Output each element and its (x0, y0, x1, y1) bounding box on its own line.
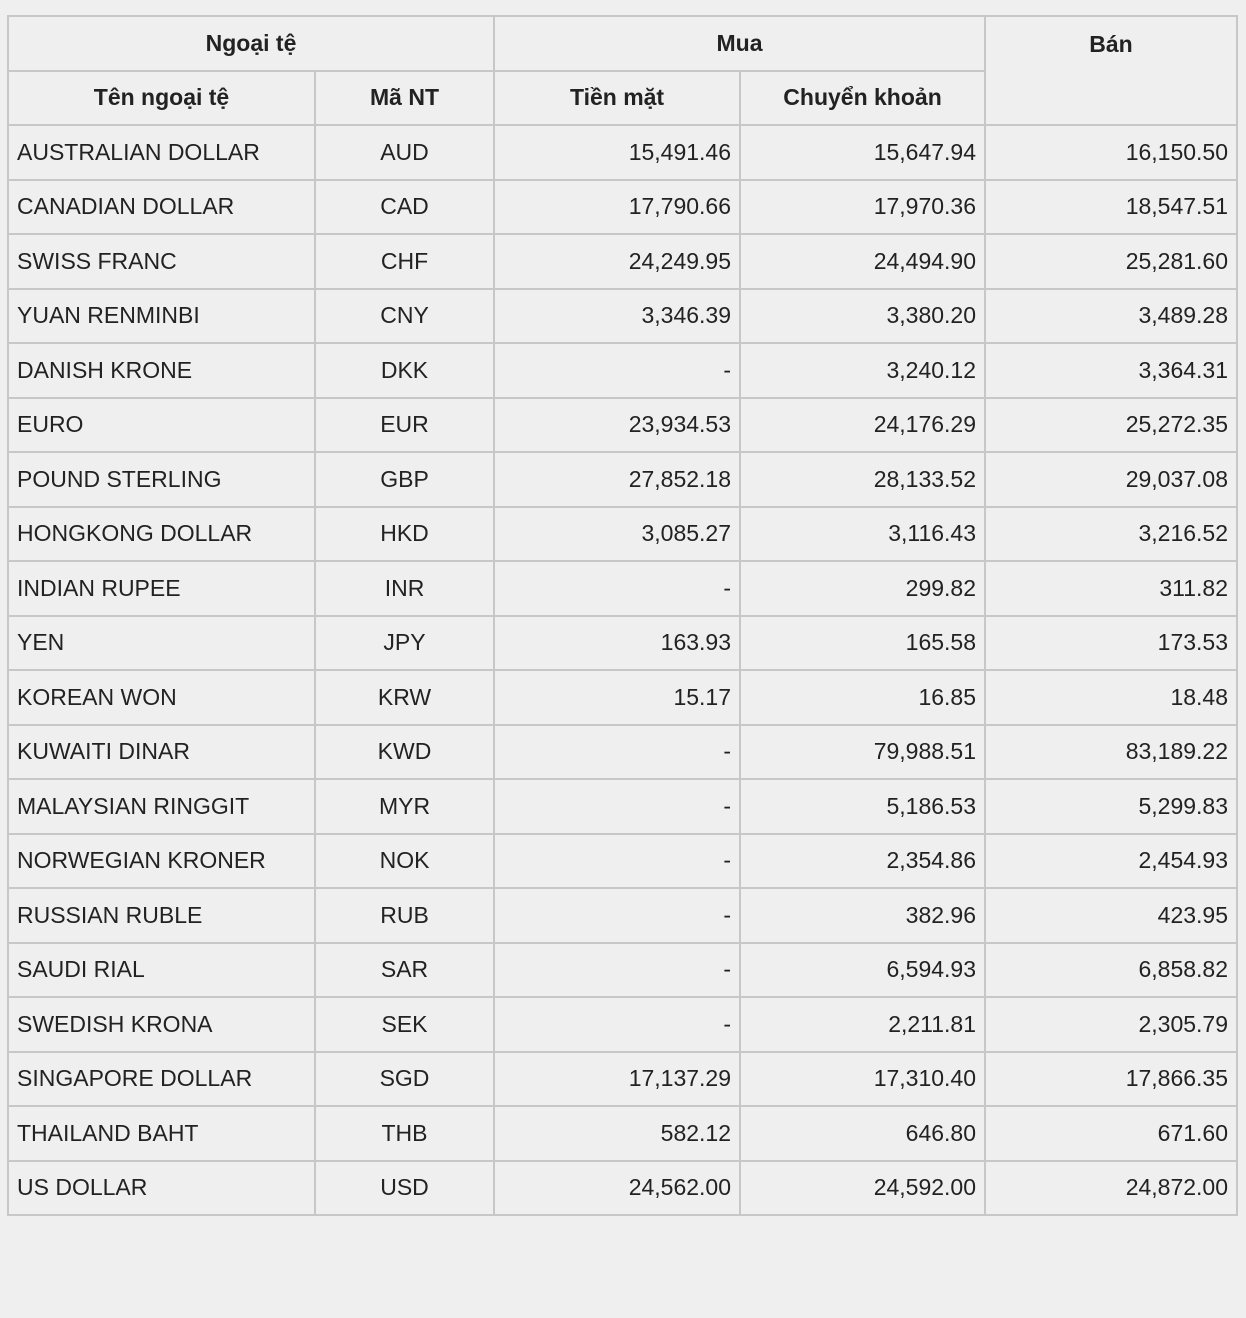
header-buy-transfer: Chuyển khoản (740, 71, 985, 126)
currency-name-cell: KOREAN WON (8, 670, 315, 725)
table-body (8, 125, 1237, 1215)
header-sell: Bán (985, 16, 1237, 125)
buy-transfer-cell: 3,240.12 (740, 343, 985, 398)
sell-cell: 311.82 (985, 561, 1237, 616)
currency-code-cell: HKD (315, 507, 494, 562)
header-buy-cash: Tiền mặt (494, 71, 740, 126)
sell-cell: 671.60 (985, 1106, 1237, 1161)
header-currency-group: Ngoại tệ (8, 16, 494, 71)
currency-code-cell: AUD (315, 125, 494, 180)
currency-code-cell: EUR (315, 398, 494, 453)
table-row (8, 398, 1237, 453)
buy-cash-cell: 23,934.53 (494, 398, 740, 453)
currency-name-cell: SWISS FRANC (8, 234, 315, 289)
buy-transfer-cell: 165.58 (740, 616, 985, 671)
table-header (8, 16, 1237, 125)
currency-name-cell: HONGKONG DOLLAR (8, 507, 315, 562)
buy-transfer-cell: 299.82 (740, 561, 985, 616)
currency-code-cell: GBP (315, 452, 494, 507)
table-row (8, 779, 1237, 834)
table-row (8, 1052, 1237, 1107)
currency-code-cell: CHF (315, 234, 494, 289)
currency-name-cell: YEN (8, 616, 315, 671)
currency-name-cell: DANISH KRONE (8, 343, 315, 398)
buy-cash-cell: - (494, 779, 740, 834)
table-row (8, 289, 1237, 344)
buy-transfer-cell: 17,970.36 (740, 180, 985, 235)
currency-name-cell: SAUDI RIAL (8, 943, 315, 998)
currency-name-cell: SINGAPORE DOLLAR (8, 1052, 315, 1107)
header-currency-code: Mã NT (315, 71, 494, 126)
buy-transfer-cell: 6,594.93 (740, 943, 985, 998)
buy-cash-cell: 17,137.29 (494, 1052, 740, 1107)
currency-name-cell: US DOLLAR (8, 1161, 315, 1216)
buy-cash-cell: 15.17 (494, 670, 740, 725)
buy-transfer-cell: 2,354.86 (740, 834, 985, 889)
sell-cell: 29,037.08 (985, 452, 1237, 507)
buy-transfer-cell: 24,494.90 (740, 234, 985, 289)
currency-name-cell: POUND STERLING (8, 452, 315, 507)
currency-code-cell: DKK (315, 343, 494, 398)
sell-cell: 3,489.28 (985, 289, 1237, 344)
table-row (8, 125, 1237, 180)
currency-code-cell: NOK (315, 834, 494, 889)
buy-cash-cell: 24,249.95 (494, 234, 740, 289)
sell-cell: 25,272.35 (985, 398, 1237, 453)
table-row (8, 943, 1237, 998)
buy-cash-cell: - (494, 725, 740, 780)
buy-transfer-cell: 16.85 (740, 670, 985, 725)
buy-transfer-cell: 79,988.51 (740, 725, 985, 780)
buy-transfer-cell: 24,592.00 (740, 1161, 985, 1216)
buy-transfer-cell: 5,186.53 (740, 779, 985, 834)
sell-cell: 3,364.31 (985, 343, 1237, 398)
buy-cash-cell: - (494, 834, 740, 889)
table-row (8, 1106, 1237, 1161)
exchange-rate-table (7, 15, 1238, 1216)
table-row (8, 1161, 1237, 1216)
table-row (8, 561, 1237, 616)
currency-name-cell: AUSTRALIAN DOLLAR (8, 125, 315, 180)
buy-cash-cell: 3,085.27 (494, 507, 740, 562)
exchange-rate-table-container (7, 15, 1236, 1216)
table-row (8, 997, 1237, 1052)
sell-cell: 423.95 (985, 888, 1237, 943)
currency-code-cell: KWD (315, 725, 494, 780)
buy-transfer-cell: 15,647.94 (740, 125, 985, 180)
currency-code-cell: INR (315, 561, 494, 616)
buy-cash-cell: - (494, 561, 740, 616)
buy-transfer-cell: 2,211.81 (740, 997, 985, 1052)
currency-name-cell: KUWAITI DINAR (8, 725, 315, 780)
currency-name-cell: THAILAND BAHT (8, 1106, 315, 1161)
buy-cash-cell: 163.93 (494, 616, 740, 671)
buy-cash-cell: - (494, 888, 740, 943)
sell-cell: 2,454.93 (985, 834, 1237, 889)
sell-cell: 83,189.22 (985, 725, 1237, 780)
buy-cash-cell: 3,346.39 (494, 289, 740, 344)
currency-code-cell: CNY (315, 289, 494, 344)
currency-code-cell: SEK (315, 997, 494, 1052)
currency-code-cell: JPY (315, 616, 494, 671)
buy-transfer-cell: 382.96 (740, 888, 985, 943)
currency-code-cell: KRW (315, 670, 494, 725)
currency-name-cell: EURO (8, 398, 315, 453)
buy-transfer-cell: 646.80 (740, 1106, 985, 1161)
table-row (8, 670, 1237, 725)
sell-cell: 16,150.50 (985, 125, 1237, 180)
sell-cell: 173.53 (985, 616, 1237, 671)
header-group-row (8, 16, 1237, 71)
currency-name-cell: SWEDISH KRONA (8, 997, 315, 1052)
currency-code-cell: SAR (315, 943, 494, 998)
currency-name-cell: INDIAN RUPEE (8, 561, 315, 616)
sell-cell: 24,872.00 (985, 1161, 1237, 1216)
currency-name-cell: MALAYSIAN RINGGIT (8, 779, 315, 834)
sell-cell: 2,305.79 (985, 997, 1237, 1052)
table-row (8, 180, 1237, 235)
buy-transfer-cell: 17,310.40 (740, 1052, 985, 1107)
buy-transfer-cell: 28,133.52 (740, 452, 985, 507)
buy-cash-cell: - (494, 997, 740, 1052)
table-row (8, 616, 1237, 671)
currency-code-cell: THB (315, 1106, 494, 1161)
sell-cell: 3,216.52 (985, 507, 1237, 562)
buy-cash-cell: - (494, 343, 740, 398)
sell-cell: 18,547.51 (985, 180, 1237, 235)
buy-cash-cell: 15,491.46 (494, 125, 740, 180)
buy-transfer-cell: 3,380.20 (740, 289, 985, 344)
buy-cash-cell: - (494, 943, 740, 998)
header-buy-group: Mua (494, 16, 985, 71)
table-row (8, 834, 1237, 889)
table-row (8, 234, 1237, 289)
sell-cell: 25,281.60 (985, 234, 1237, 289)
sell-cell: 6,858.82 (985, 943, 1237, 998)
table-row (8, 725, 1237, 780)
buy-cash-cell: 17,790.66 (494, 180, 740, 235)
table-row (8, 452, 1237, 507)
currency-name-cell: CANADIAN DOLLAR (8, 180, 315, 235)
currency-code-cell: MYR (315, 779, 494, 834)
header-currency-name: Tên ngoại tệ (8, 71, 315, 126)
buy-transfer-cell: 3,116.43 (740, 507, 985, 562)
currency-name-cell: RUSSIAN RUBLE (8, 888, 315, 943)
currency-code-cell: USD (315, 1161, 494, 1216)
buy-cash-cell: 582.12 (494, 1106, 740, 1161)
currency-name-cell: YUAN RENMINBI (8, 289, 315, 344)
sell-cell: 5,299.83 (985, 779, 1237, 834)
currency-code-cell: RUB (315, 888, 494, 943)
sell-cell: 18.48 (985, 670, 1237, 725)
table-row (8, 343, 1237, 398)
sell-cell: 17,866.35 (985, 1052, 1237, 1107)
currency-name-cell: NORWEGIAN KRONER (8, 834, 315, 889)
buy-cash-cell: 24,562.00 (494, 1161, 740, 1216)
table-row (8, 507, 1237, 562)
buy-cash-cell: 27,852.18 (494, 452, 740, 507)
currency-code-cell: CAD (315, 180, 494, 235)
buy-transfer-cell: 24,176.29 (740, 398, 985, 453)
table-row (8, 888, 1237, 943)
currency-code-cell: SGD (315, 1052, 494, 1107)
